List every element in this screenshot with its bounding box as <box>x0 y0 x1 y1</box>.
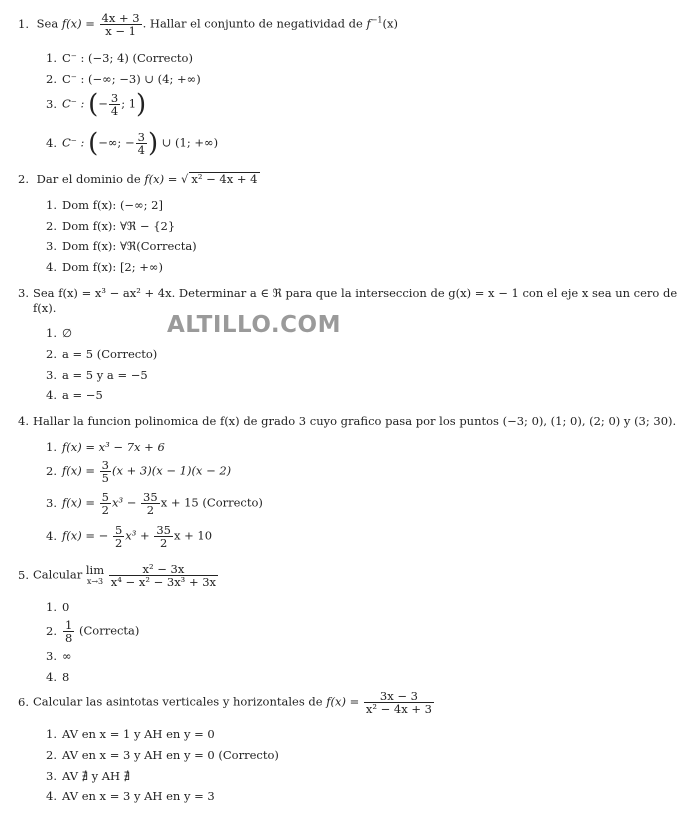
watermark: ALTILLO.COM <box>167 312 341 338</box>
function-label: f(x) = <box>144 172 178 186</box>
option-prefix: f(x) = <box>62 495 96 510</box>
question-5 <box>18 563 692 588</box>
option <box>46 649 72 664</box>
option-text: ∅ <box>62 326 73 340</box>
option <box>46 491 263 516</box>
option-number: 3. <box>46 769 57 783</box>
question-3 <box>18 286 692 316</box>
numerator: x² − 3x <box>142 562 185 576</box>
option-text: ∞ <box>62 649 72 663</box>
function-label: f(x) = <box>61 16 95 31</box>
option-number: 3. <box>46 495 57 510</box>
option-text: Dom f(x): ∀ℜ − {2} <box>62 219 176 233</box>
option-text: x + 15 (Correcto) <box>160 495 263 510</box>
denominator: 4 <box>110 104 119 118</box>
option-text: x³ + <box>125 528 150 543</box>
denominator: x² − 4x + 3 <box>365 702 432 716</box>
denominator: x − 1 <box>100 24 142 37</box>
question-6 <box>18 690 692 715</box>
option-number: 3. <box>46 368 57 382</box>
question-text: Calcular <box>33 567 86 582</box>
option <box>46 388 103 403</box>
question-text: Calcular las asintotas verticales y horizontales de <box>33 694 327 709</box>
denominator: 2 <box>114 536 123 550</box>
question-number: 2. <box>18 172 29 186</box>
option-number: 4. <box>46 135 57 150</box>
option-text: 0 <box>62 600 70 614</box>
question-number: 3. <box>18 286 29 300</box>
option-number: 4. <box>46 388 57 402</box>
option-text: 8 <box>62 670 70 684</box>
option-text: AV en x = 3 y AH en y = 0 (Correcto) <box>62 748 279 762</box>
interval-text: −∞; − <box>98 135 135 150</box>
denominator: 2 <box>154 536 173 549</box>
question-text: f(x). <box>33 301 57 315</box>
question-text: Sea <box>36 16 62 31</box>
numerator: 35 <box>143 490 158 504</box>
option <box>46 219 175 234</box>
option-number: 2. <box>46 463 57 478</box>
option-number: 3. <box>46 239 57 253</box>
option-number: 1. <box>46 198 57 212</box>
question-1 <box>18 12 692 37</box>
option-text: C⁻ : (−∞; −3) ∪ (4; +∞) <box>62 72 201 86</box>
option <box>46 347 157 362</box>
option-text: a = 5 y a = −5 <box>62 368 148 382</box>
option-prefix: C⁻ : <box>62 135 85 150</box>
fraction <box>109 92 120 117</box>
option-number: 4. <box>46 789 57 803</box>
option-text: AV ∄ y AH ∄ <box>62 769 130 783</box>
option-text: a = 5 (Correcto) <box>62 347 158 361</box>
numerator: 1 <box>65 618 73 632</box>
option-text: Dom f(x): ∀ℜ(Correcta) <box>62 239 197 253</box>
interval-text: ∪ (1; +∞) <box>161 135 219 150</box>
option-number: 4. <box>46 670 57 684</box>
numerator: 4x + 3 <box>101 11 140 25</box>
option <box>46 727 215 742</box>
option-text: AV en x = 1 y AH en y = 0 <box>62 727 215 741</box>
function-label: f(x) = <box>326 694 360 709</box>
option-number: 1. <box>46 600 57 614</box>
fraction <box>141 491 160 516</box>
option <box>46 326 72 341</box>
question-4 <box>18 414 692 429</box>
option-number: 2. <box>46 72 57 86</box>
numerator: 3 <box>110 91 119 105</box>
question-number: 4. <box>18 414 29 428</box>
option-number: 2. <box>46 748 57 762</box>
option-number: 2. <box>46 347 57 361</box>
option-text: C⁻ : (−3; 4) (Correcto) <box>62 51 193 65</box>
denominator: 4 <box>137 143 145 157</box>
limit <box>85 562 105 587</box>
option <box>46 670 69 685</box>
option-number: 3. <box>46 96 57 111</box>
option <box>46 619 139 644</box>
option <box>46 51 193 66</box>
limit-subscript: x→3 <box>86 576 104 586</box>
option-text: AV en x = 3 y AH en y = 3 <box>62 789 215 803</box>
option <box>46 459 231 484</box>
superscript: −1 <box>370 15 383 25</box>
numerator: 5 <box>114 523 123 537</box>
option-number: 4. <box>46 528 57 543</box>
fraction <box>109 563 218 588</box>
option-number: 2. <box>46 623 57 638</box>
option-number: 1. <box>46 326 57 340</box>
fraction <box>100 459 111 484</box>
option: 4. C⁻ : (−∞; − $\frac{3}{4}$ ) ∪ (1; +∞) <box>46 128 219 159</box>
option-number: 2. <box>46 219 57 233</box>
option-prefix: f(x) = <box>62 463 96 478</box>
option-number: 1. <box>46 727 57 741</box>
fraction <box>136 131 147 156</box>
option-text: f(x) = x³ − 7x + 6 <box>62 440 165 454</box>
question-text: Dar el dominio de <box>36 172 145 186</box>
option-text: Dom f(x): (−∞; 2] <box>62 198 163 212</box>
fraction <box>113 524 124 549</box>
option-prefix: f(x) = − <box>62 528 109 543</box>
inverse-function: f <box>366 16 371 31</box>
numerator: 3 <box>137 130 145 144</box>
numerator: 3x − 3 <box>379 689 418 703</box>
option-text: Dom f(x): [2; +∞) <box>62 260 163 274</box>
option <box>46 789 215 804</box>
option: 3. C⁻ : (− $\frac{3}{4}$ ; 1) <box>46 89 147 120</box>
denominator: 5 <box>101 471 109 485</box>
option-number: 4. <box>46 260 57 274</box>
option-number: 3. <box>46 649 57 663</box>
option <box>46 260 163 275</box>
numerator: 35 <box>156 523 171 537</box>
denominator: x⁴ − x² − 3x³ + 3x <box>110 575 217 589</box>
question-number: 6. <box>18 694 29 709</box>
option <box>46 440 165 455</box>
option <box>46 769 130 784</box>
interval-text: − <box>98 96 108 111</box>
option <box>46 72 201 87</box>
option <box>46 748 279 763</box>
argument: (x) <box>382 16 398 31</box>
denominator: 2 <box>141 503 160 516</box>
fraction <box>63 619 74 644</box>
option-number: 1. <box>46 440 57 454</box>
question-2: 2. Dar el dominio de f(x) = √ x² − 4x + 4 <box>18 172 258 186</box>
option <box>46 600 69 615</box>
option-text: x + 10 <box>173 528 213 543</box>
question-number: 1. <box>18 16 29 31</box>
denominator: 8 <box>65 631 73 645</box>
option-text: a = −5 <box>62 388 103 402</box>
question-number: 5. <box>18 567 29 582</box>
option <box>46 198 163 213</box>
limit-label: lim <box>85 562 105 577</box>
denominator: 2 <box>101 503 109 517</box>
option <box>46 368 148 383</box>
interval-text: ; 1 <box>121 96 137 111</box>
numerator: 3 <box>101 458 109 472</box>
option-text: x³ − <box>112 495 137 510</box>
option-prefix: C⁻ : <box>62 96 85 111</box>
fraction <box>100 12 142 37</box>
fraction <box>364 690 434 715</box>
question-text: Sea f(x) = x³ − ax² + 4x. Determinar a ∈ ℜ para que la interseccion de g(x) = x − 1 con el eje x sea un cero de <box>33 286 678 300</box>
option <box>46 239 197 254</box>
numerator: 5 <box>101 490 109 504</box>
sqrt-expression: x² − 4x + 4 <box>191 172 258 186</box>
question-text: . Hallar el conjunto de negatividad de <box>142 16 367 31</box>
option-text: (x + 3)(x − 1)(x − 2) <box>112 463 232 478</box>
option-number: 1. <box>46 51 57 65</box>
fraction <box>154 524 173 549</box>
option-text: (Correcta) <box>78 623 140 638</box>
fraction <box>100 491 111 516</box>
question-text: Hallar la funcion polinomica de f(x) de grado 3 cuyo grafico pasa por los puntos (−3; 0), (1; 0), (2; 0) y (3; 30). <box>33 414 677 428</box>
option <box>46 524 212 549</box>
